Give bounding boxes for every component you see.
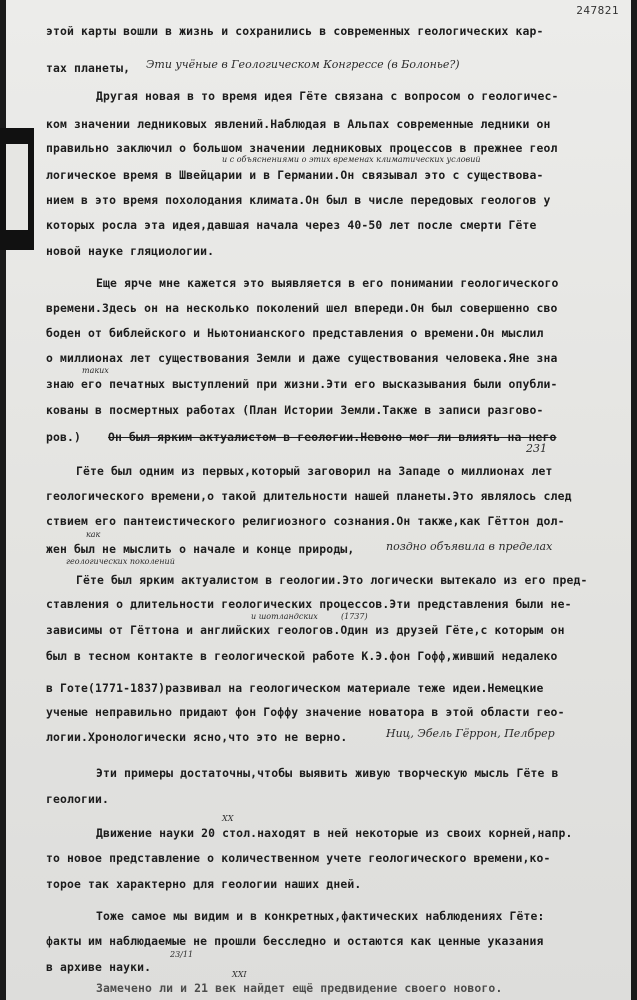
scan-black-mark <box>0 128 34 250</box>
handwritten-note-has: как <box>86 530 101 539</box>
handwritten-note-denied: поздно объявила в пределах <box>386 540 553 553</box>
text-line: ров.) <box>46 430 82 444</box>
text-line: зависимы от Гёттона и английских геологов.Один из друзей Гёте,с которым он <box>46 623 565 637</box>
text-line: боден от библейского и Ньютонианского представления о времени.Он мыслил <box>46 326 544 340</box>
text-line: геологического времени,о такой длительности нашей планеты.Это являлось след <box>46 489 572 503</box>
text-line: геологии. <box>46 792 110 806</box>
handwritten-note-year: (1737) <box>341 612 368 621</box>
text-line: тах планеты, <box>46 61 131 75</box>
handwritten-note-xx: XX <box>222 814 234 823</box>
text-line: ученые неправильно придают фон Гоффу значение новатора в этой области гео- <box>46 705 565 719</box>
text-line: Движение науки 20 стол.находят в ней некоторые из своих корней,напр. <box>96 826 573 840</box>
text-line: правильно заключил о большом значении ледниковых процессов в прежнее геол <box>46 141 558 155</box>
archive-number: 247821 <box>576 4 619 17</box>
text-line: новой науке гляциологии. <box>46 244 215 258</box>
struck-text-line: Он был ярким актуалистом в геологии.Невоно мог ли влиять на него <box>108 430 557 444</box>
text-line: Гёте был одним из первых,который заговорил на Западе о миллионах лет <box>76 464 553 478</box>
handwritten-note-geo-gen: геологических поколений <box>66 557 175 566</box>
text-line: в Готе(1771-1837)развивал на геологическом материале теже идеи.Немецкие <box>46 681 544 695</box>
text-line: Эти примеры достаточны,чтобы выявить живую творческую мысль Гёте в <box>96 766 559 780</box>
text-line: нием в это время похолодания климата.Он был в числе передовых геологов у <box>46 193 551 207</box>
handwritten-note-climate: и с объяснениями о этих временах климатических условий <box>222 155 481 164</box>
scan-edge-right <box>631 0 637 1000</box>
text-line: Гёте был ярким актуалистом в геологии.Это логически вытекало из его пред- <box>76 573 588 587</box>
text-line: Еще ярче мне кажется это выявляется в его понимании геологического <box>96 276 559 290</box>
text-line: кованы в посмертных работах (План Истории Земли.Также в записи разгово- <box>46 403 544 417</box>
handwritten-page-number: 231 <box>526 442 547 455</box>
text-line: Тоже самое мы видим и в конкретных,фактических наблюдениях Гёте: <box>96 909 545 923</box>
text-line: логии.Хронологически ясно,что это не верно. <box>46 730 348 744</box>
handwritten-note-names: Ниц, Эбель Гёррон, Пелбрер <box>386 727 555 740</box>
text-line-partial: Замечено ли и 21 век найдет ещё предвидение своего нового. <box>96 981 503 995</box>
text-line: то новое представление о количественном учете геологического времени,ко- <box>46 851 551 865</box>
text-line: в архиве науки. <box>46 960 152 974</box>
text-line: этой карты вошли в жизнь и сохранились в современных геологических кар- <box>46 24 544 38</box>
text-line: торое так характерно для геологии наших дней. <box>46 877 362 891</box>
text-line: знаю его печатных выступлений при жизни.Эти его высказывания были опубли- <box>46 377 558 391</box>
handwritten-note-bottom-num: 23/11 <box>170 950 194 959</box>
document-page <box>6 0 631 1000</box>
text-line: был в тесном контакте в геологической работе К.Э.фон Гофф,живший недалеко <box>46 649 558 663</box>
handwritten-note-such: таких <box>82 366 109 375</box>
text-line: логическое время в Швейцарии и в Германии.Он связывал это с существова- <box>46 168 544 182</box>
text-line: факты им наблюдаемые не прошли бесследно и остаются как ценные указания <box>46 934 544 948</box>
text-line: которых росла эта идея,давшая начала через 40-50 лет после смерти Гёте <box>46 218 537 232</box>
handwritten-note-hutton: и шотландских <box>251 612 318 621</box>
text-line: жен был не мыслить о начале и конце природы, <box>46 542 355 556</box>
text-line: ком значении ледниковых явлений.Наблюдая в Альпах современные ледники он <box>46 117 551 131</box>
handwritten-note-xxi: XXI <box>232 970 247 979</box>
text-line: ставления о длительности геологических процессов.Эти представления были не- <box>46 597 572 611</box>
text-line: ствием его пантеистического религиозного сознания.Он также,как Гёттон дол- <box>46 514 565 528</box>
handwritten-note-congress: Эти учёные в Геологическом Конгрессе (в Болонье?) <box>146 58 460 71</box>
text-line: времени.Здесь он на несколько поколений шел впереди.Он был совершенно сво <box>46 301 558 315</box>
text-line: Другая новая в то время идея Гёте связана с вопросом о геологичес- <box>96 89 559 103</box>
text-line: о миллионах лет существования Земли и даже существования человека.Яне зна <box>46 351 558 365</box>
